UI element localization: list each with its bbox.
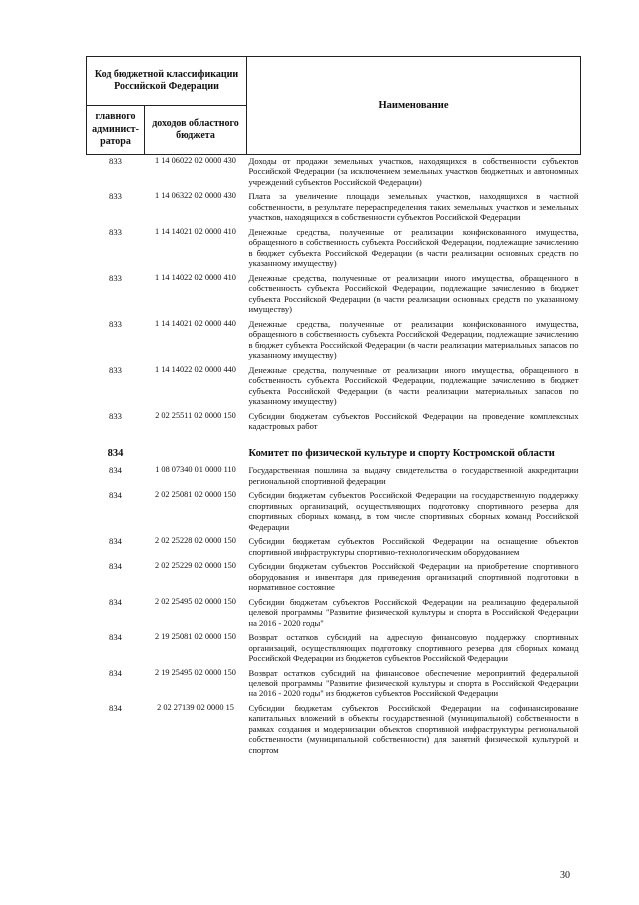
table-body bbox=[87, 155, 581, 759]
budget-classification-table bbox=[86, 56, 581, 758]
admin-code-cell: 834 bbox=[109, 465, 122, 476]
header-group-title: Код бюджетной классификации Российской Федерации bbox=[87, 57, 247, 106]
income-code-cell: 1 14 14022 02 0000 410 bbox=[155, 272, 236, 282]
name-cell: Денежные средства, полученные от реализации иного имущества, обращенного в собственность субъекта Российской Федерации, подлежащие зачислению в бюджет субъекта Российской Федерации (в части реализации материальных запасов по указанному имуществу) bbox=[248, 364, 579, 407]
table-row bbox=[87, 702, 581, 758]
income-code-cell: 2 02 25511 02 0000 150 bbox=[155, 410, 236, 420]
header-income: доходов областного бюджета bbox=[145, 106, 247, 155]
table-row bbox=[87, 318, 581, 364]
income-code-cell: 1 14 14021 02 0000 440 bbox=[155, 318, 236, 328]
name-cell: Денежные средства, полученные от реализации иного имущества, обращенного в собственность субъекта Российской Федерации, подлежащие зачислению в бюджет субъекта Российской Федерации (в части реализации основных средств по указанному имуществу) bbox=[248, 272, 579, 315]
table-row bbox=[87, 190, 581, 225]
name-cell: Доходы от продажи земельных участков, находящихся в собственности субъектов Российской Федерации (за исключением земельных участков бюджетных и автономных учреждений субъектов Российской Федерации) bbox=[248, 156, 579, 187]
admin-code-cell: 833 bbox=[109, 364, 122, 375]
admin-code-cell: 833 bbox=[109, 410, 122, 421]
header-admin: главного админист-ратора bbox=[87, 106, 145, 155]
section-title-cell: Комитет по физической культуре и спорту Костромской области bbox=[248, 447, 555, 459]
admin-code-cell: 834 bbox=[109, 596, 122, 607]
income-code-cell: 2 02 25228 02 0000 150 bbox=[155, 536, 236, 546]
income-code-cell: 1 08 07340 01 0000 110 bbox=[155, 465, 236, 475]
name-cell: Субсидии бюджетам субъектов Российской Федерации на реализацию федеральной целевой программы "Развитие физической культуры и спорта в Российской Федерации на 2016 - 2020 годы" bbox=[248, 596, 579, 628]
admin-code-cell: 834 bbox=[109, 490, 122, 501]
income-code-cell: 2 02 27139 02 0000 15 bbox=[157, 702, 234, 712]
table-row bbox=[87, 560, 581, 595]
admin-code-cell: 834 bbox=[109, 667, 122, 678]
income-code-cell: 1 14 14022 02 0000 440 bbox=[155, 364, 236, 374]
name-cell: Денежные средства, полученные от реализации конфискованного имущества, обращенного в собственность субъекта Российской Федерации, подлежащие зачислению в бюджет субъекта Российской Федерации (в части реализации основных средств по указанному имуществу) bbox=[248, 226, 579, 269]
income-code-cell: 2 02 25229 02 0000 150 bbox=[155, 561, 236, 571]
admin-code-cell: 834 bbox=[109, 536, 122, 547]
income-code-cell bbox=[145, 435, 247, 465]
admin-code-cell: 833 bbox=[109, 272, 122, 283]
table-row bbox=[87, 364, 581, 410]
table-row bbox=[87, 464, 581, 489]
name-cell: Государственная пошлина за выдачу свидетельства о государственной аккредитации региональной спортивной федерации bbox=[248, 465, 579, 486]
income-code-cell: 1 14 06022 02 0000 430 bbox=[155, 156, 236, 165]
section-row bbox=[87, 435, 581, 465]
table-row bbox=[87, 667, 581, 702]
table-row bbox=[87, 155, 581, 191]
income-code-cell: 1 14 06322 02 0000 430 bbox=[155, 191, 236, 201]
name-cell: Плата за увеличение площади земельных участков, находящихся в частной собственности, в результате перераспределения таких земельных участков и земельных участков, находящихся в собственности субъектов Российской Федерации bbox=[248, 191, 579, 223]
admin-code-cell: 834 bbox=[109, 561, 122, 572]
table-row bbox=[87, 410, 581, 435]
admin-code-cell: 834 bbox=[109, 632, 122, 643]
admin-code-cell: 833 bbox=[109, 156, 122, 166]
name-cell: Возврат остатков субсидий на адресную финансовую поддержку спортивных организаций, осуществляющих подготовку спортивного резерва для сборных команд Российской Федерации из бюджетов субъектов Российской Федерации bbox=[248, 632, 579, 664]
income-code-cell: 1 14 14021 02 0000 410 bbox=[155, 226, 236, 236]
page-number: 30 bbox=[560, 870, 570, 881]
name-cell: Субсидии бюджетам субъектов Российской Федерации на приобретение спортивного оборудования и инвентаря для приведения организаций спортивной подготовки в нормативное состояние bbox=[248, 561, 579, 593]
table-row bbox=[87, 535, 581, 560]
table-row bbox=[87, 489, 581, 535]
table-row bbox=[87, 272, 581, 318]
admin-code-cell: 834 bbox=[107, 447, 124, 459]
name-cell: Субсидии бюджетам субъектов Российской Федерации на проведение комплексных кадастровых работ bbox=[248, 410, 579, 432]
header-name: Наименование bbox=[247, 57, 581, 155]
income-code-cell: 2 02 25081 02 0000 150 bbox=[155, 490, 236, 500]
income-code-cell: 2 19 25081 02 0000 150 bbox=[155, 632, 236, 642]
name-cell: Субсидии бюджетам субъектов Российской Федерации на государственную поддержку спортивных организаций, осуществляющих подготовку спортивного резерва для спортивных сборных команд, в том числе спортивных сборных команд Российской Федерации bbox=[248, 490, 579, 532]
table-row bbox=[87, 596, 581, 631]
name-cell: Субсидии бюджетам субъектов Российской Федерации на софинансирование капитальных вложений в объекты государственной (муниципальной) собственности в рамках создания и модернизации объектов спортивной инфраструктуры региональной собственности (муниципальной собственности) для занятий физической культурой и спортом bbox=[248, 702, 579, 755]
admin-code-cell: 833 bbox=[109, 226, 122, 237]
name-cell: Субсидии бюджетам субъектов Российской Федерации на оснащение объектов спортивной инфраструктуры спортивно-технологическим оборудованием bbox=[248, 536, 579, 557]
admin-code-cell: 833 bbox=[109, 318, 122, 329]
admin-code-cell: 834 bbox=[109, 702, 122, 713]
name-cell: Возврат остатков субсидий на финансовое обеспечение мероприятий федеральной целевой программы "Развитие физической культуры и спорта в Российской Федерации на 2016 - 2020 годы" из бюджетов субъектов Российской Федерации bbox=[248, 667, 579, 699]
income-code-cell: 2 02 25495 02 0000 150 bbox=[155, 596, 236, 606]
income-code-cell: 2 19 25495 02 0000 150 bbox=[155, 667, 236, 677]
table-row bbox=[87, 226, 581, 272]
name-cell: Денежные средства, полученные от реализации конфискованного имущества, обращенного в собственность субъекта Российской Федерации, подлежащие зачислению в бюджет субъекта Российской Федерации (в части реализации материальных запасов по указанному имуществу) bbox=[248, 318, 579, 361]
table-row bbox=[87, 631, 581, 666]
admin-code-cell: 833 bbox=[109, 191, 122, 202]
